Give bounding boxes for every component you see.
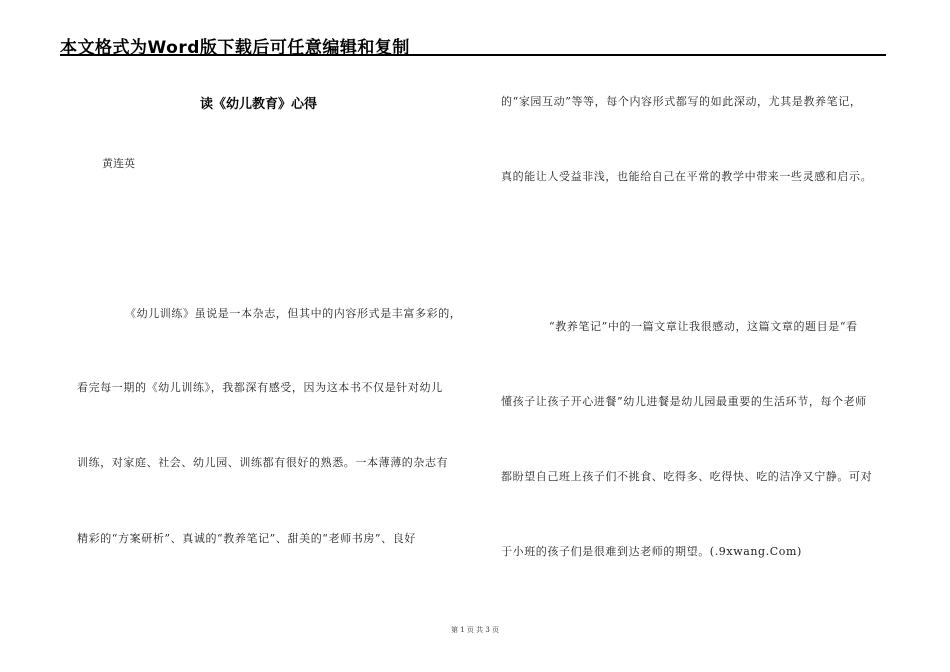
body-line-left-2: 看完每一期的《幼儿训练》，我都深有感受，因为这本书不仅是针对幼儿 [77,381,443,394]
body-line-left-4: 精彩的“方案研析”、真诚的“教养笔记”、甜美的“老师书房”、良好 [77,532,416,545]
body-line-left-1: 《幼儿训练》虽说是一本杂志，但其中的内容形式是丰富多彩的， [125,307,462,320]
header-divider [60,54,886,56]
document-header-title: 本文格式为Word版下载后可任意编辑和复制 [60,38,410,58]
body-line-right-5: 都盼望自己班上孩子们不挑食、吃得多、吃得快、吃的洁净又宁静。可对 [501,470,873,483]
document-title: 读《幼儿教育》心得 [200,97,318,112]
body-line-right-1: 的“家园互动”等等，每个内容形式都写的如此深动，尤其是教养笔记， [501,95,862,108]
document-author: 黄连英 [102,157,135,170]
page-number-footer: 第 1 页 共 3 页 [450,626,500,634]
body-line-right-3: “教养笔记”中的一篇文章让我很感动，这篇文章的题目是“看 [549,320,858,333]
body-line-right-2: 真的能让人受益非浅，也能给自己在平常的教学中带来一些灵感和启示。 [501,170,873,183]
body-line-right-4: 懂孩子让孩子开心进餐”幼儿进餐是幼儿园最重要的生活环节，每个老师 [501,395,867,408]
body-line-right-6: 于小班的孩子们是很难到达老师的期望。(.9xwang.Com) [501,545,802,558]
body-line-left-3: 训练，对家庭、社会、幼儿园、训练都有很好的熟悉。一本薄薄的杂志有 [77,456,449,469]
